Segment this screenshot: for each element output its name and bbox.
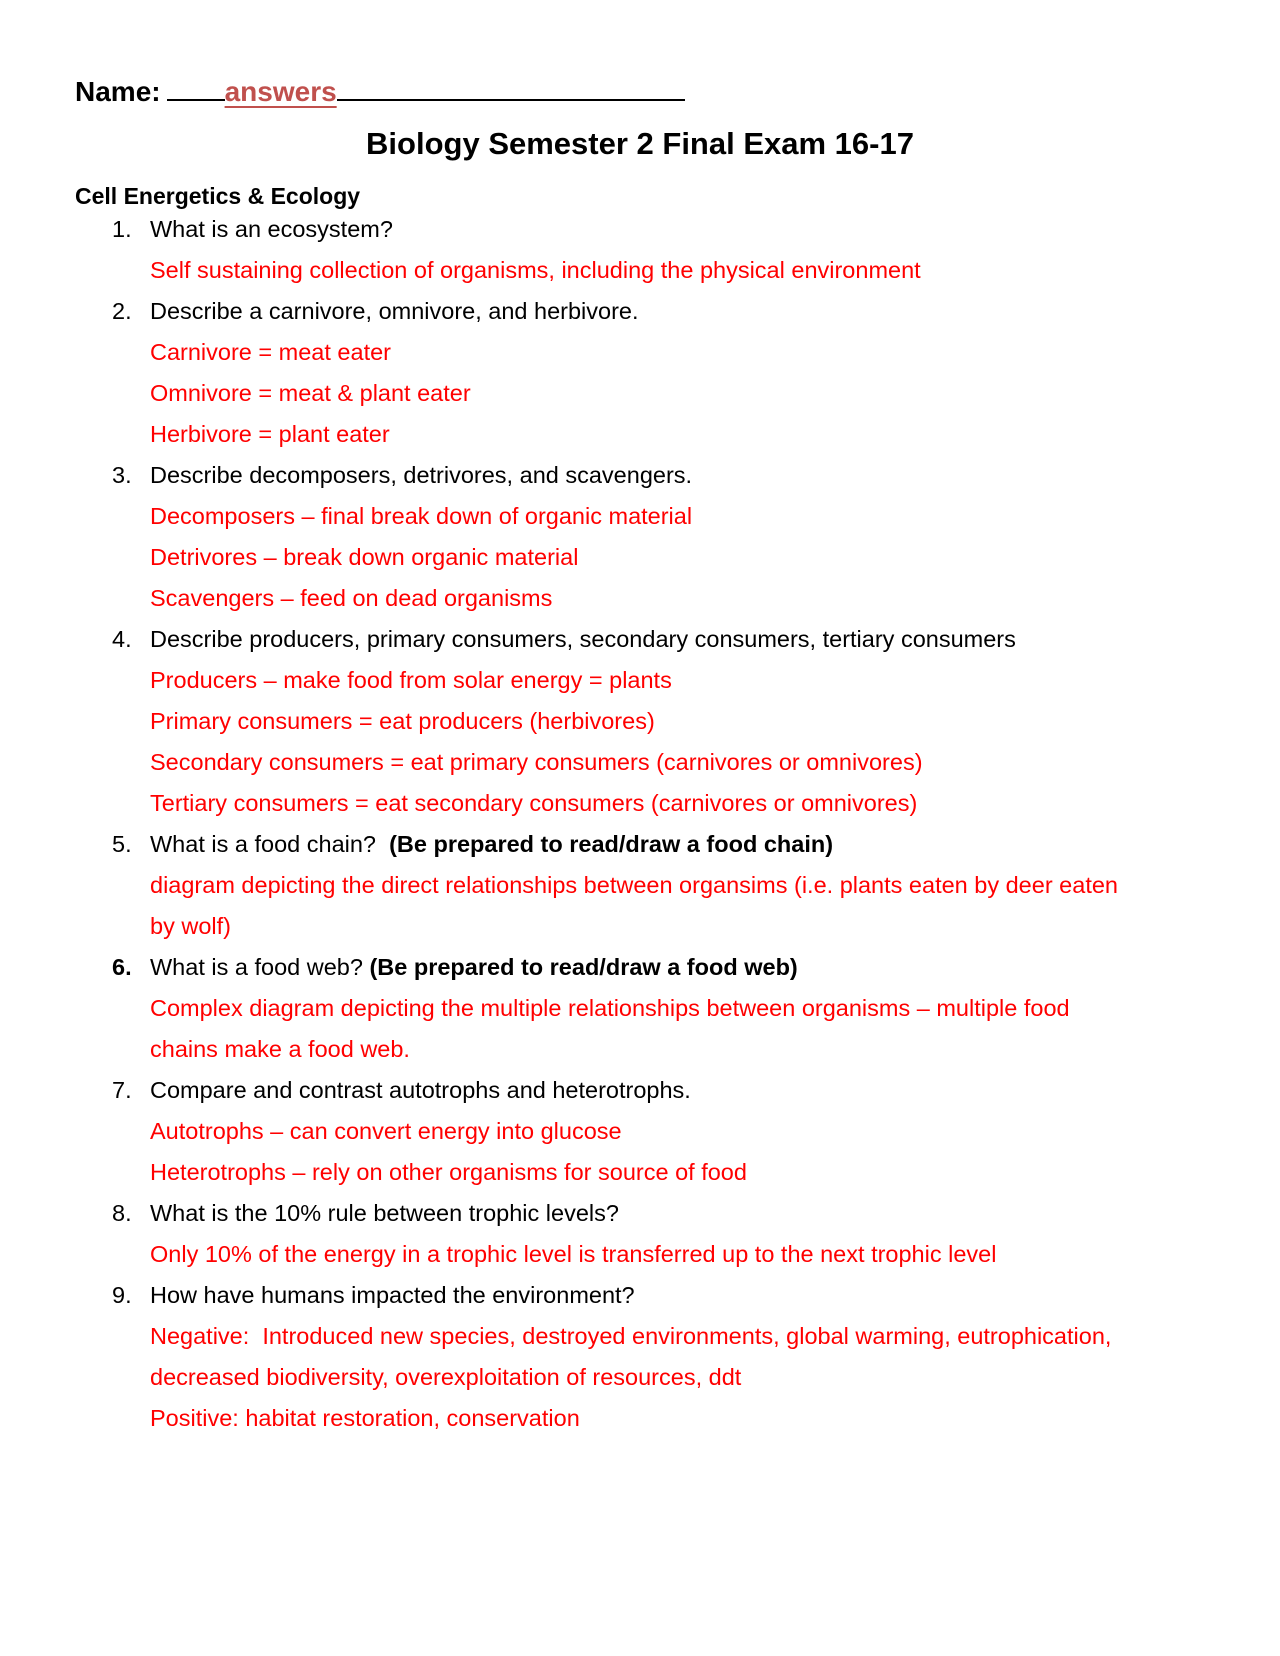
answer-line: Autotrophs – can convert energy into glucose (150, 1118, 622, 1144)
question-text: Compare and contrast autotrophs and heterotrophs. (150, 1077, 691, 1103)
answer-line: Negative: Introduced new species, destroyed environments, global warming, eutrophication, (150, 1323, 1112, 1349)
answer-line: Heterotrophs – rely on other organisms for source of food (150, 1159, 747, 1185)
question-number: 3. (112, 462, 132, 488)
answer-line: Tertiary consumers = eat secondary consumers (carnivores or omnivores) (150, 790, 918, 816)
name-line (75, 72, 685, 112)
section-heading: Cell Energetics & Ecology (75, 183, 361, 209)
question-text: How have humans impacted the environment? (150, 1282, 635, 1308)
question-number: 1. (112, 216, 132, 242)
question-number: 5. (112, 831, 132, 857)
question-number: 6. (112, 954, 132, 980)
answer-line: Herbivore = plant eater (150, 421, 390, 447)
answer-line: Complex diagram depicting the multiple relationships between organisms – multiple food (150, 995, 1070, 1021)
question-number: 7. (112, 1077, 132, 1103)
question-text: What is the 10% rule between trophic levels? (150, 1200, 619, 1226)
answer-line: Scavengers – feed on dead organisms (150, 585, 553, 611)
answer-line: diagram depicting the direct relationships between organsims (i.e. plants eaten by deer eaten (150, 872, 1118, 898)
question-text: Describe a carnivore, omnivore, and herbivore. (150, 298, 639, 324)
question-text (150, 827, 833, 861)
answer-line: Producers – make food from solar energy = plants (150, 667, 672, 693)
question-text: Describe producers, primary consumers, secondary consumers, tertiary consumers (150, 626, 1016, 652)
name-value: answers (224, 76, 337, 107)
question-number: 9. (112, 1282, 132, 1308)
name-underline-right (337, 73, 685, 101)
question-prompt: What is a food chain? (150, 831, 376, 857)
question-text (150, 950, 798, 984)
question-prompt: What is a food web? (150, 954, 363, 980)
answer-line: by wolf) (150, 913, 231, 939)
question-note: (Be prepared to read/draw a food web) (369, 954, 798, 980)
question-number: 8. (112, 1200, 132, 1226)
answer-line: decreased biodiversity, overexploitation of resources, ddt (150, 1364, 742, 1390)
answer-line: Only 10% of the energy in a trophic level is transferred up to the next trophic level (150, 1241, 997, 1267)
answer-line: chains make a food web. (150, 1036, 410, 1062)
name-underline-left (167, 73, 225, 101)
answer-line: Carnivore = meat eater (150, 339, 391, 365)
answer-line: Self sustaining collection of organisms, including the physical environment (150, 257, 921, 283)
answer-line: Detrivores – break down organic material (150, 544, 579, 570)
question-number: 2. (112, 298, 132, 324)
name-label: Name: (75, 76, 161, 107)
answer-line: Secondary consumers = eat primary consumers (carnivores or omnivores) (150, 749, 923, 775)
question-text: Describe decomposers, detrivores, and scavengers. (150, 462, 693, 488)
answer-line: Positive: habitat restoration, conservation (150, 1405, 580, 1431)
question-number: 4. (112, 626, 132, 652)
question-note: (Be prepared to read/draw a food chain) (389, 831, 834, 857)
answer-line: Decomposers – final break down of organic material (150, 503, 693, 529)
answer-line: Omnivore = meat & plant eater (150, 380, 471, 406)
page-title: Biology Semester 2 Final Exam 16-17 (366, 126, 914, 161)
answer-line: Primary consumers = eat producers (herbivores) (150, 708, 655, 734)
question-text: What is an ecosystem? (150, 216, 393, 242)
